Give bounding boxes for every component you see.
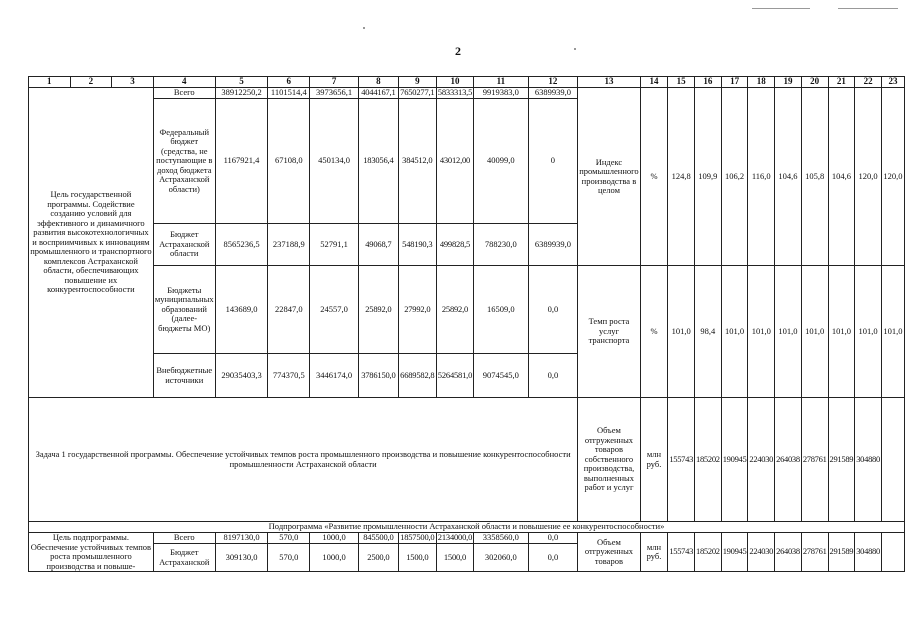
amount-cell: 38912250,2 [215, 88, 268, 99]
amount-cell: 3446174,0 [310, 354, 359, 398]
amount-cell: 302060,0 [474, 544, 528, 572]
amount-cell: 29035403,3 [215, 354, 268, 398]
amount-cell: 774370,5 [268, 354, 310, 398]
amount-cell: 25892,0 [358, 266, 398, 354]
indicator-name: Объем отгруженных товаров собственного производства, выполненных работ и услуг [578, 398, 640, 522]
amount-cell: 67108,0 [268, 99, 310, 224]
indicator-value: 106,2 [721, 88, 748, 266]
amount-cell: 570,0 [268, 544, 310, 572]
top-edge-mark-left [752, 8, 810, 9]
amount-cell: 22847,0 [268, 266, 310, 354]
indicator-value: 101,0 [881, 266, 904, 398]
column-number: 22 [855, 77, 882, 88]
amount-cell: 3358560,0 [474, 533, 528, 544]
task1-description: Задача 1 государственной программы. Обеспечение устойчивых темпов роста промышленного производства и повышение конкурентоспособности промышленности Астраханской области [29, 398, 578, 522]
column-number: 10 [436, 77, 473, 88]
amount-cell: 52791,1 [310, 224, 359, 266]
column-number: 12 [528, 77, 578, 88]
column-number: 5 [215, 77, 268, 88]
amount-cell: 1500,0 [398, 544, 436, 572]
table-row [29, 88, 905, 99]
column-number: 17 [721, 77, 748, 88]
column-number: 15 [668, 77, 695, 88]
amount-cell: 40099,0 [474, 99, 528, 224]
amount-cell: 0 [528, 99, 578, 224]
column-number: 1 [29, 77, 71, 88]
amount-cell: 1000,0 [310, 533, 359, 544]
indicator-name: Объем отгруженных товаров [578, 533, 640, 572]
funding-source: Федеральный бюджет (средства, не поступающие в доход бюджета Астраханской области) [153, 99, 215, 224]
amount-cell: 8565236,5 [215, 224, 268, 266]
speck-mark [363, 27, 365, 29]
indicator-value: 155743 [668, 398, 695, 522]
indicator-value: 278761 [801, 533, 828, 572]
amount-cell: 3973656,1 [310, 88, 359, 99]
indicator-value: 105,8 [801, 88, 828, 266]
column-number: 16 [695, 77, 722, 88]
amount-cell: 9074545,0 [474, 354, 528, 398]
indicator-value: 155743 [668, 533, 695, 572]
amount-cell: 384512,0 [398, 99, 436, 224]
amount-cell: 49068,7 [358, 224, 398, 266]
amount-cell: 25892,0 [436, 266, 473, 354]
funding-source: Внебюджетные источники [153, 354, 215, 398]
indicator-value: 101,0 [775, 266, 802, 398]
indicator-value: 109,9 [695, 88, 722, 266]
indicator-value: 304880 [855, 533, 882, 572]
indicator-value: 101,0 [801, 266, 828, 398]
amount-cell: 3786150,0 [358, 354, 398, 398]
indicator-value: 104,6 [828, 88, 855, 266]
column-number: 21 [828, 77, 855, 88]
amount-cell: 237188,9 [268, 224, 310, 266]
indicator-value: 101,0 [748, 266, 775, 398]
amount-cell: 570,0 [268, 533, 310, 544]
subprogram-goal: Цель подпрограммы. Обеспечение устойчивых темпов роста промышленного производства и повыше- [29, 533, 154, 572]
indicator-unit: млн руб. [640, 398, 668, 522]
indicator-value: 291589 [828, 533, 855, 572]
indicator-value: 101,0 [828, 266, 855, 398]
indicator-value: 98,4 [695, 266, 722, 398]
empty-cell [881, 398, 904, 522]
amount-cell: 24557,0 [310, 266, 359, 354]
amount-cell: 6389939,0 [528, 224, 578, 266]
indicator-value: 190945 [721, 533, 748, 572]
amount-cell: 43012,00 [436, 99, 473, 224]
amount-cell: 499828,5 [436, 224, 473, 266]
subprogram-title: Подпрограмма «Развитие промышленности Астраханской области и повышение ее конкурентоспособности» [29, 522, 905, 533]
column-number: 18 [748, 77, 775, 88]
indicator-value: 278761 [801, 398, 828, 522]
amount-cell: 788230,0 [474, 224, 528, 266]
amount-cell: 6689582,8 [398, 354, 436, 398]
funding-source: Всего [153, 88, 215, 99]
column-number: 11 [474, 77, 528, 88]
empty-cell [881, 533, 904, 572]
indicator-value: 190945 [721, 398, 748, 522]
indicator-unit: % [640, 266, 668, 398]
table-row [29, 533, 905, 544]
amount-cell: 845500,0 [358, 533, 398, 544]
column-number: 3 [112, 77, 154, 88]
indicator-value: 264038 [775, 533, 802, 572]
amount-cell: 9919383,0 [474, 88, 528, 99]
speck-mark [574, 48, 576, 50]
indicator-value: 120,0 [881, 88, 904, 266]
amount-cell: 1857500,0 [400, 532, 435, 543]
indicator-value: 291589 [828, 398, 855, 522]
amount-cell: 16509,0 [474, 266, 528, 354]
funding-source: Бюджет Астраханской [153, 544, 215, 572]
funding-source: Всего [153, 533, 215, 544]
column-number-row [29, 77, 905, 88]
indicator-value: 120,0 [855, 88, 882, 266]
amount-cell: 143689,0 [215, 266, 268, 354]
amount-cell: 0,0 [528, 354, 578, 398]
amount-cell: 183056,4 [358, 99, 398, 224]
indicator-value: 304880 [855, 398, 882, 522]
column-number: 8 [358, 77, 398, 88]
column-number: 13 [578, 77, 640, 88]
indicator-name: Индекс промышленного производства в целом [578, 88, 640, 266]
indicator-value: 104,6 [775, 88, 802, 266]
indicator-value: 264038 [775, 398, 802, 522]
table-row [29, 398, 905, 522]
amount-cell: 0,0 [528, 266, 578, 354]
amount-cell: 7650277,1 [400, 87, 435, 98]
indicator-value: 185202 [695, 398, 722, 522]
amount-cell: 1167921,4 [215, 99, 268, 224]
column-number: 20 [801, 77, 828, 88]
column-number: 6 [268, 77, 310, 88]
indicator-unit: % [640, 88, 668, 266]
indicator-value: 101,0 [855, 266, 882, 398]
indicator-unit: млн руб. [640, 533, 668, 572]
indicator-value: 116,0 [748, 88, 775, 266]
indicator-value: 101,0 [721, 266, 748, 398]
amount-cell: 5264581,0 [436, 354, 473, 398]
page-number: 2 [455, 44, 461, 58]
amount-cell: 0,0 [528, 544, 578, 572]
amount-cell: 27992,0 [398, 266, 436, 354]
amount-cell: 548190,3 [398, 224, 436, 266]
amount-cell: 4044167,1 [358, 88, 398, 99]
top-edge-mark-right [838, 8, 898, 9]
column-number: 2 [70, 77, 112, 88]
amount-cell: 5833313,5 [437, 87, 473, 98]
indicator-name: Темп роста услуг транспорта [578, 266, 640, 398]
column-number: 4 [153, 77, 215, 88]
funding-source: Бюджет Астраханской области [153, 224, 215, 266]
amount-cell: 8197130,0 [215, 533, 268, 544]
table-row [29, 266, 905, 354]
amount-cell: 309130,0 [215, 544, 268, 572]
indicator-value: 124,8 [668, 88, 695, 266]
column-number: 14 [640, 77, 668, 88]
indicator-value: 101,0 [668, 266, 695, 398]
amount-cell: 1500,0 [436, 544, 473, 572]
indicator-value: 224030 [748, 398, 775, 522]
amount-cell: 450134,0 [310, 99, 359, 224]
column-number: 23 [881, 77, 904, 88]
indicator-value: 224030 [748, 533, 775, 572]
column-number: 7 [310, 77, 359, 88]
program-table [28, 76, 905, 572]
column-number: 19 [775, 77, 802, 88]
amount-cell: 1101514,4 [268, 88, 310, 99]
amount-cell: 0,0 [528, 533, 578, 544]
amount-cell: 6389939,0 [528, 88, 578, 99]
funding-source: Бюджеты муниципальных образований (далее-бюджеты МО) [153, 266, 215, 354]
indicator-value: 185202 [695, 533, 722, 572]
state-program-goal: Цель государственной программы. Содействие созданию условий для эффективного и динамичного развития высокотехнологичных и восприимчивых к инновациям промышленного и транспортного комплексов Астраханской области, обеспечивающих повышение их конкурентоспособности [29, 88, 154, 398]
amount-cell: 2500,0 [358, 544, 398, 572]
amount-cell: 2134000,0 [437, 532, 473, 543]
column-number: 9 [398, 77, 436, 88]
amount-cell: 1000,0 [310, 544, 359, 572]
table-row [29, 522, 905, 533]
